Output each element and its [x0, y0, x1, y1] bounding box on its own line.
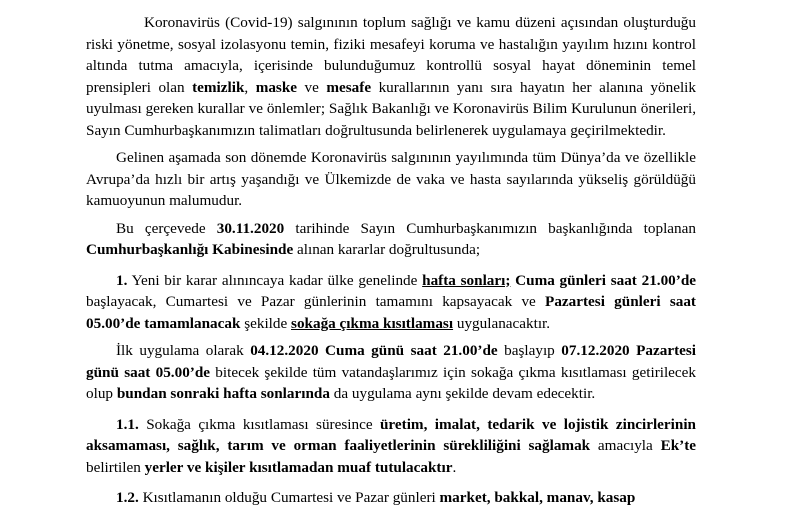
text-segment: mesafe [326, 78, 372, 96]
text-segment: ve [297, 78, 327, 96]
text-segment: market, bakkal, manav, kasap [439, 489, 636, 506]
text-segment: 1.1. [116, 415, 139, 433]
text-segment: yerler ve kişiler kısıtlamadan muaf tutulacaktır [144, 458, 453, 476]
paragraph-situation [86, 147, 696, 212]
paragraph-framework [86, 218, 696, 261]
paragraph-item-1-2 [86, 487, 696, 509]
text-segment: bundan sonraki hafta sonlarında [116, 385, 330, 402]
text-segment: Kısıtlamanın olduğu Cumartesi ve Pazar günleri [138, 489, 440, 506]
text-segment: Sokağa çıkma kısıtlaması süresince [138, 415, 380, 433]
text-segment: 04.12.2020 Cuma günü saat 21.00’de [250, 342, 498, 359]
text-segment: , [244, 78, 256, 96]
document-body [86, 12, 696, 509]
text-segment: Koronavirüs (Covid-19) salgınının toplum sağlığı ve kamu düzeni açısından oluşturduğu riski yönetme, sosyal izolasyonu temin, fiziki mesafeyi koruma ve hastalığın yayılım hızını kontrol altında tutma amacıyla, içerisinde bulunduğumuz kontrollü sosyal hayat döneminin temel prensipleri olan [86, 14, 696, 96]
text-segment: Yeni bir karar alınıncaya kadar ülke genelinde [127, 271, 423, 289]
paragraph-intro [86, 12, 696, 141]
text-segment: bitecek şekilde tüm vatandaşlarımız için sokağa çıkma kısıtlaması getirilecek olup [86, 363, 697, 402]
text-segment: kurallarının yanı sıra hayatın her alanına yönelik uyulması gereken kurallar ve önlemler; Sağlık Bakanlığı ve Koronavirüs Bilim Kurulunun önerileri, Sayın Cumhurbaşkanımızın talimatları doğrultusunda belirlenerek uygulamaya geçirilmektedir. [86, 78, 696, 139]
text-segment: Ek’te [660, 437, 696, 454]
text-segment: da uygulama aynı şekilde devam edecektir. [329, 385, 596, 402]
text-segment: başlayıp [497, 342, 562, 359]
text-segment: şekilde [240, 314, 292, 332]
text-segment: hafta sonları; [422, 271, 511, 289]
text-segment: 07.12.2020 Pazartesi günü saat 05.00’de [86, 342, 696, 381]
text-segment: alınan kararlar doğrultusunda; [293, 241, 481, 258]
text-segment: tarihinde Sayın Cumhurbaşkanımızın başkanlığında toplanan [284, 219, 696, 237]
text-segment: Cuma günleri saat 21.00’de [515, 271, 697, 289]
text-segment: başlayacak, Cumartesi ve Pazar günlerinin tamamını kapsayacak ve [86, 293, 546, 310]
text-segment: Bu çerçevede [116, 219, 217, 237]
text-segment: belirtilen [86, 458, 145, 476]
paragraph-first-application [86, 340, 696, 405]
text-segment: Gelinen aşamada son dönemde Koronavirüs salgınının yayılımında tüm Dünya’da ve özellikle Avrupa’da hızlı bir artış yaşandığı ve Ülkemizde de vaka ve hasta sayılarında yükseliş görüldüğü kamuoyunun malumudur. [86, 149, 696, 209]
text-segment: temizlik [192, 78, 245, 96]
text-segment: maske [255, 78, 298, 96]
text-segment: 1. [116, 271, 128, 289]
text-segment: . [452, 458, 457, 476]
text-segment: İlk uygulama olarak [116, 342, 251, 359]
text-segment: amacıyla [590, 437, 661, 454]
text-segment: Pazartesi günleri saat 05.00’de tamamlanacak [86, 293, 696, 332]
text-segment: sokağa çıkma kısıtlaması [291, 314, 454, 332]
text-segment: Cumhurbaşkanlığı Kabinesinde [86, 241, 294, 258]
text-segment: 30.11.2020 [216, 219, 285, 237]
text-segment: 1.2. [116, 489, 139, 506]
text-segment: uygulanacaktır. [453, 314, 551, 332]
text-segment: üretim, imalat, tedarik ve lojistik zincirlerinin aksamaması, sağlık, tarım ve orman faaliyetlerinin sürekliliğini sağlamak [86, 415, 696, 454]
paragraph-item-1-1 [86, 414, 696, 479]
paragraph-item-1 [86, 270, 696, 335]
